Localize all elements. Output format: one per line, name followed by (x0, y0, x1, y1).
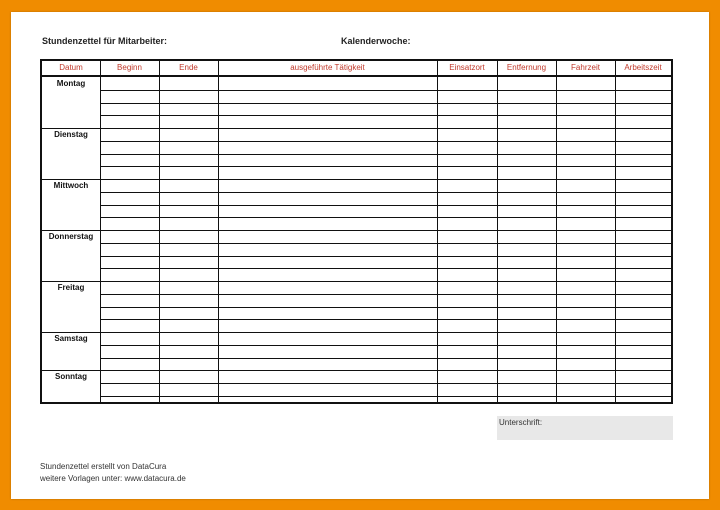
row-divider (100, 192, 671, 193)
timesheet-title: Stundenzettel für Mitarbeiter: (42, 36, 168, 46)
day-divider (42, 230, 671, 231)
column-divider (437, 61, 438, 402)
day-divider (42, 128, 671, 129)
column-header-4: Einsatzort (449, 63, 485, 72)
day-divider (42, 370, 671, 371)
signature-box[interactable] (497, 416, 673, 440)
day-label-6: Sonntag (55, 372, 87, 382)
row-divider (100, 358, 671, 359)
footer-link: weitere Vorlagen unter: www.datacura.de (40, 474, 186, 483)
row-divider (100, 294, 671, 295)
day-label-3: Donnerstag (48, 232, 94, 241)
footer-credit: Stundenzettel erstellt von DataCura (40, 462, 167, 471)
column-header-1: Beginn (117, 63, 142, 72)
timesheet-table (40, 59, 673, 404)
row-divider (100, 217, 671, 218)
row-divider (100, 205, 671, 206)
column-header-7: Arbeitszeit (624, 63, 662, 72)
column-divider (497, 61, 498, 402)
day-divider (42, 179, 671, 180)
row-divider (100, 154, 671, 155)
column-divider (100, 61, 101, 402)
day-divider (42, 332, 671, 333)
day-label-0: Montag (56, 79, 86, 88)
week-label: Kalenderwoche: (341, 36, 411, 46)
day-label-5: Samstag (54, 334, 88, 343)
row-divider (100, 256, 671, 257)
column-header-5: Entfernung (506, 63, 547, 72)
row-divider (100, 90, 671, 91)
row-divider (100, 307, 671, 308)
column-divider (615, 61, 616, 402)
timesheet-page (11, 12, 709, 499)
row-divider (100, 243, 671, 244)
column-header-2: Ende (179, 63, 198, 72)
column-header-6: Fahrzeit (571, 63, 600, 72)
row-divider (100, 141, 671, 142)
column-header-3: ausgeführte Tätigkeit (290, 63, 365, 72)
row-divider (100, 345, 671, 346)
row-divider (100, 383, 671, 384)
day-divider (42, 281, 671, 282)
header-divider (42, 75, 671, 77)
row-divider (100, 268, 671, 269)
day-label-1: Dienstag (54, 130, 88, 139)
column-divider (556, 61, 557, 402)
column-header-0: Datum (59, 63, 83, 72)
column-divider (218, 61, 219, 402)
signature-label: Unterschrift: (499, 418, 543, 427)
row-divider (100, 396, 671, 397)
row-divider (100, 103, 671, 104)
row-divider (100, 115, 671, 116)
day-label-2: Mittwoch (53, 181, 89, 190)
day-label-4: Freitag (57, 283, 85, 292)
column-divider (159, 61, 160, 402)
row-divider (100, 166, 671, 167)
row-divider (100, 319, 671, 320)
